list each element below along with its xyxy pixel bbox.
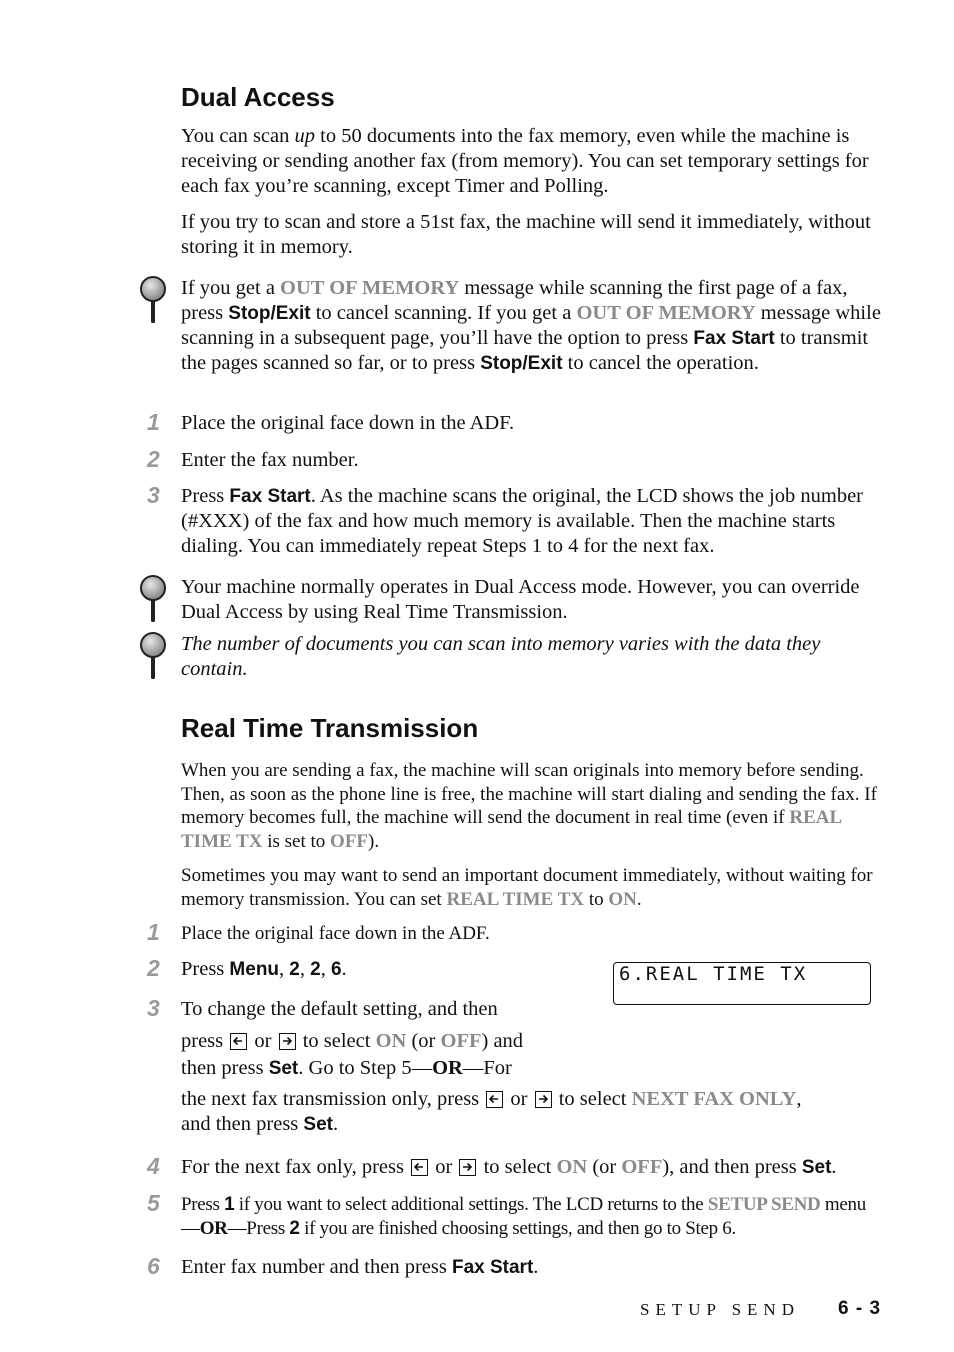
right-arrow-key-icon: [459, 1159, 476, 1176]
step-text: and then press Set.: [181, 1113, 339, 1135]
left-arrow-key-icon: [411, 1159, 428, 1176]
right-arrow-key-icon: [535, 1091, 552, 1108]
step-text: then press Set. Go to Step 5—OR—For: [181, 1057, 512, 1079]
left-arrow-key-icon: [486, 1091, 503, 1108]
pushpin-note-icon: [138, 631, 168, 681]
right-arrow-key-icon: [279, 1033, 296, 1050]
step-text: the next fax transmission only, press or to select NEXT FAX ONLY,: [181, 1088, 802, 1110]
step-text: Enter the fax number.: [181, 449, 359, 471]
note-dual-access-mode: Your machine normally operates in Dual Access mode. However, you can override Dual Access by using Real Time Transmission.: [181, 576, 860, 623]
step-number: 5: [147, 1190, 160, 1216]
heading-dual-access: Dual Access: [181, 82, 335, 112]
lcd-display: [613, 962, 871, 1005]
real-time-paragraph-1: When you are sending a fax, the machine will scan originals into memory before sending. Then, as soon as the phone line is free, the machine will start dialing and sending the fax. If memory becomes full, the machine will send the document in real time (even if REAL TIME TX is set to OFF).: [181, 760, 877, 852]
left-arrow-key-icon: [230, 1033, 247, 1050]
footer-page-number: 6 - 3: [838, 1298, 882, 1319]
step-text: Press Fax Start. As the machine scans the original, the LCD shows the job number (#XXX) of the fax and how much memory is available. Then the machine starts dialing. You can immediately repeat Steps 1 to 4 for the next fax.: [181, 485, 863, 557]
heading-real-time-transmission: Real Time Transmission: [181, 713, 479, 743]
note-documents-vary: The number of documents you can scan into memory varies with the data they contain.: [181, 633, 821, 680]
lcd-display-text: 6.REAL TIME TX: [619, 963, 808, 985]
step-text: Press 1 if you want to select additional settings. The LCD returns to the SETUP SEND menu—OR—Press 2 if you are finished choosing settings, and then go to Step 6.: [181, 1194, 866, 1239]
step-number: 4: [147, 1153, 160, 1179]
pushpin-note-icon: [138, 574, 168, 624]
step-text: Press Menu, 2, 2, 6.: [181, 958, 347, 980]
step-number: 3: [147, 482, 160, 508]
footer-section-title: SETUP SEND: [640, 1300, 800, 1319]
real-time-paragraph-2: Sometimes you may want to send an important document immediately, without waiting for memory transmission. You can set REAL TIME TX to ON.: [181, 865, 873, 910]
step-text: Enter fax number and then press Fax Start.: [181, 1256, 539, 1278]
step-number: 6: [147, 1253, 160, 1279]
step-number: 2: [147, 955, 160, 981]
step-text: For the next fax only, press or to select ON (or OFF), and then press Set.: [181, 1156, 837, 1178]
dual-access-paragraph-2: If you try to scan and store a 51st fax, the machine will send it immediately, without storing it in memory.: [181, 211, 871, 258]
step-text: press or to select ON (or OFF) and: [181, 1030, 524, 1052]
step-number: 1: [147, 409, 160, 435]
note-out-of-memory: If you get a OUT OF MEMORY message while scanning the first page of a fax, press Stop/Exit to cancel scanning. If you get a OUT OF MEMORY message while scanning in a subsequent page, you’ll have the option to press Fax Start to transmit the pages scanned so far, or to press Stop/Exit to cancel the operation.: [181, 277, 881, 374]
step-number: 1: [147, 919, 160, 945]
step-text: To change the default setting, and then: [181, 998, 498, 1020]
dual-access-paragraph-1: You can scan up to 50 documents into the fax memory, even while the machine is receiving or sending another fax (from memory). You can set temporary settings for each fax you’re scanning, except Timer and Polling.: [181, 125, 869, 197]
step-number: 3: [147, 995, 160, 1021]
step-text: Place the original face down in the ADF.: [181, 412, 515, 434]
pushpin-note-icon: [138, 275, 168, 325]
step-number: 2: [147, 446, 160, 472]
step-text: Place the original face down in the ADF.: [181, 923, 490, 944]
